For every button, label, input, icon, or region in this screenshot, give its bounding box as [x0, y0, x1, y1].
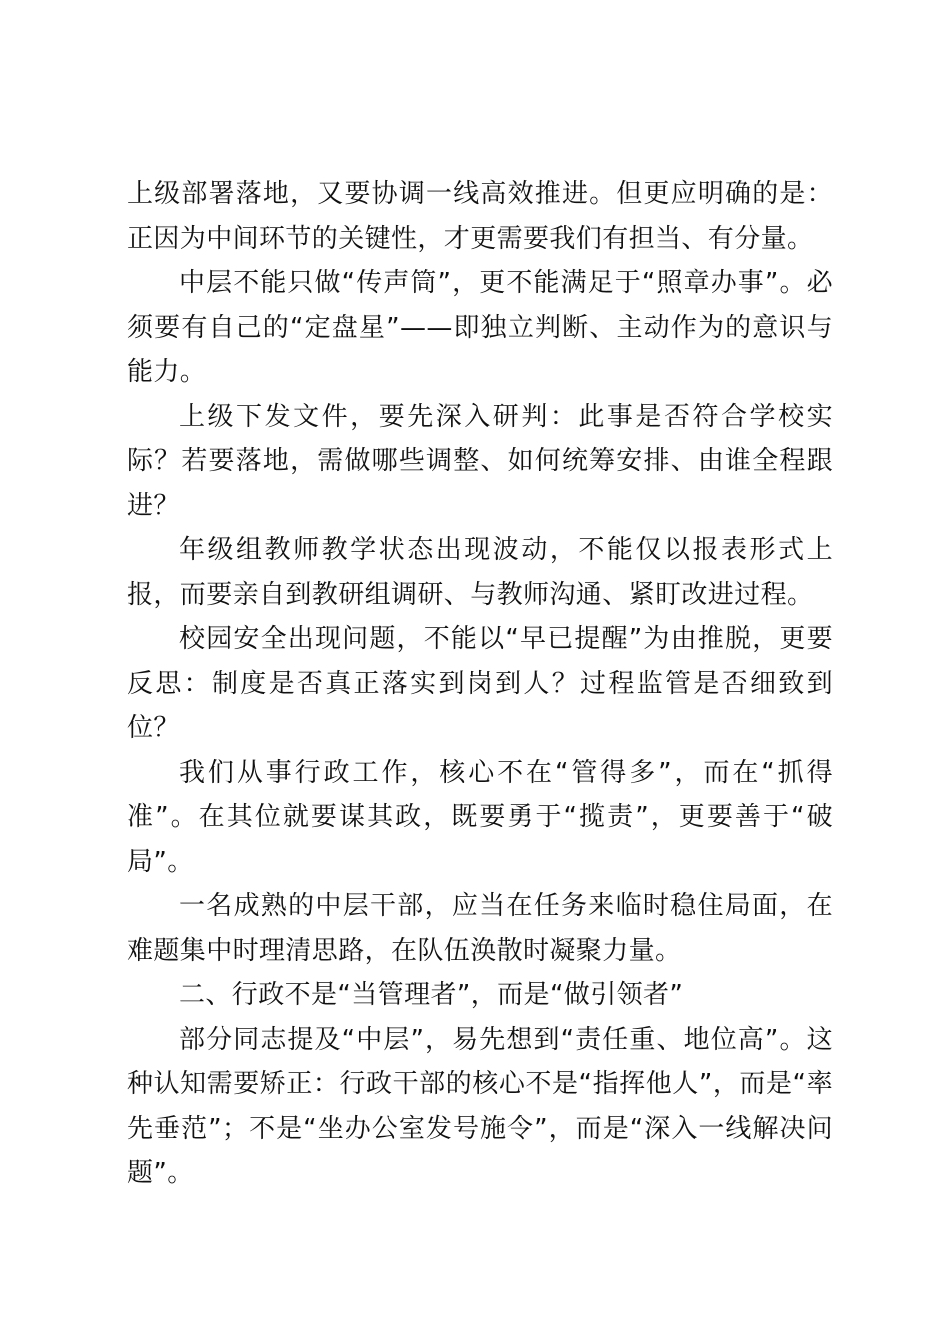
paragraph-continuation: 上级部署落地，又要协调一线高效推进。但更应明确的是：正因为中间环节的关键性，才更需要我们有担当、有分量。: [127, 179, 833, 254]
document-body: [127, 172, 833, 1196]
section-heading: 二、行政不是“当管理者”，而是“做引领者”: [179, 980, 684, 1010]
paragraph: 一名成熟的中层干部，应当在任务来临时稳住局面，在难题集中时理清思路，在队伍涣散时凝聚力量。: [127, 891, 833, 966]
paragraph: 部分同志提及“中层”，易先想到“责任重、地位高”。这种认知需要矫正：行政干部的核心不是“指挥他人”，而是“率先垂范”；不是“坐办公室发号施令”，而是“深入一线解决问题”。: [127, 1024, 833, 1188]
paragraph: 我们从事行政工作，核心不在“管得多”，而在“抓得准”。在其位就要谋其政，既要勇于“揽责”，更要善于“破局”。: [127, 757, 833, 877]
paragraph: 校园安全出现问题，不能以“早已提醒”为由推脱，更要反思：制度是否真正落实到岗到人？过程监管是否细致到位？: [127, 624, 833, 743]
paragraph: 上级下发文件，要先深入研判：此事是否符合学校实际？若要落地，需做哪些调整、如何统筹安排、由谁全程跟进？: [127, 401, 833, 521]
paragraph: 中层不能只做“传声筒”，更不能满足于“照章办事”。必须要有自己的“定盘星”——即独立判断、主动作为的意识与能力。: [127, 268, 833, 387]
paragraph: 年级组教师教学状态出现波动，不能仅以报表形式上报，而要亲自到教研组调研、与教师沟通、紧盯改进过程。: [127, 535, 833, 610]
